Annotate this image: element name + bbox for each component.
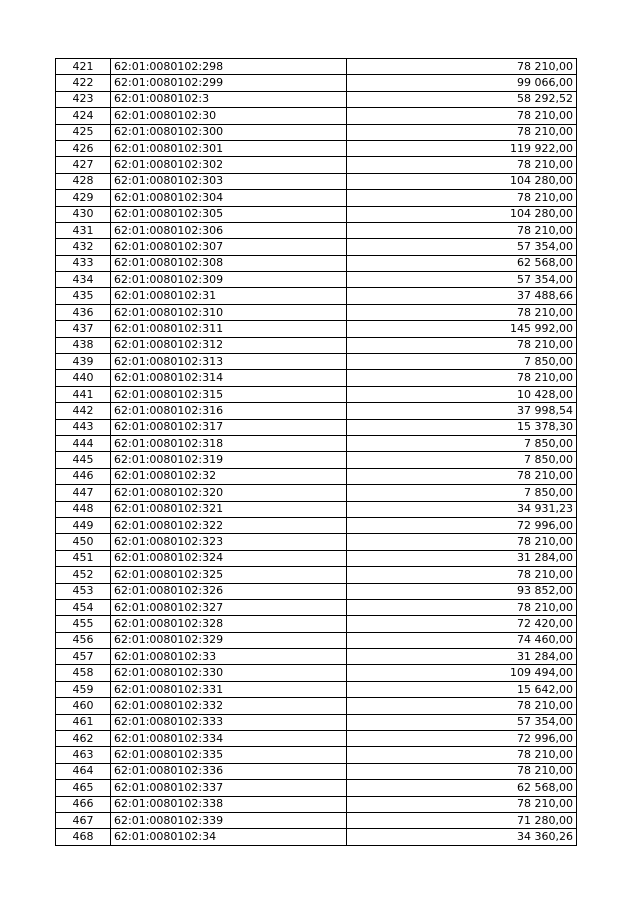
table-row [56,583,577,599]
row-number-cell: 468 [56,829,111,845]
cadastral-number-cell: 62:01:0080102:323 [111,534,347,550]
table-row [56,354,577,370]
cadastral-number-cell: 62:01:0080102:306 [111,222,347,238]
table-row [56,288,577,304]
row-number-cell: 448 [56,501,111,517]
row-number-cell: 459 [56,681,111,697]
value-cell: 10 428,00 [347,386,577,402]
table-row [56,812,577,828]
value-cell: 7 850,00 [347,485,577,501]
table-row [56,681,577,697]
row-number-cell: 450 [56,534,111,550]
table-row [56,173,577,189]
table-row [56,321,577,337]
table-row [56,452,577,468]
table-row [56,108,577,124]
row-number-cell: 462 [56,731,111,747]
row-number-cell: 433 [56,255,111,271]
cadastral-number-cell: 62:01:0080102:308 [111,255,347,271]
table-row [56,698,577,714]
value-cell: 7 850,00 [347,452,577,468]
table-row [56,75,577,91]
value-cell: 57 354,00 [347,239,577,255]
table-row [56,190,577,206]
row-number-cell: 439 [56,354,111,370]
table-row [56,370,577,386]
cadastral-number-cell: 62:01:0080102:301 [111,140,347,156]
row-number-cell: 467 [56,812,111,828]
cadastral-number-cell: 62:01:0080102:324 [111,550,347,566]
value-cell: 62 568,00 [347,780,577,796]
table-row [56,534,577,550]
cadastral-number-cell: 62:01:0080102:319 [111,452,347,468]
table-row [56,780,577,796]
value-cell: 78 210,00 [347,698,577,714]
value-cell: 78 210,00 [347,337,577,353]
cadastral-number-cell: 62:01:0080102:31 [111,288,347,304]
table-row [56,272,577,288]
cadastral-number-cell: 62:01:0080102:335 [111,747,347,763]
value-cell: 93 852,00 [347,583,577,599]
cadastral-value-table [55,58,577,846]
row-number-cell: 427 [56,157,111,173]
table-row [56,632,577,648]
cadastral-number-cell: 62:01:0080102:330 [111,665,347,681]
table-row [56,714,577,730]
row-number-cell: 428 [56,173,111,189]
value-cell: 78 210,00 [347,747,577,763]
value-cell: 78 210,00 [347,599,577,615]
row-number-cell: 422 [56,75,111,91]
cadastral-number-cell: 62:01:0080102:313 [111,354,347,370]
cadastral-number-cell: 62:01:0080102:321 [111,501,347,517]
row-number-cell: 460 [56,698,111,714]
row-number-cell: 444 [56,435,111,451]
value-cell: 71 280,00 [347,812,577,828]
table-row [56,747,577,763]
row-number-cell: 455 [56,616,111,632]
row-number-cell: 449 [56,517,111,533]
cadastral-number-cell: 62:01:0080102:328 [111,616,347,632]
cadastral-number-cell: 62:01:0080102:333 [111,714,347,730]
row-number-cell: 447 [56,485,111,501]
cadastral-number-cell: 62:01:0080102:322 [111,517,347,533]
value-cell: 78 210,00 [347,59,577,75]
table-row [56,501,577,517]
cadastral-number-cell: 62:01:0080102:337 [111,780,347,796]
table-row [56,124,577,140]
row-number-cell: 426 [56,140,111,156]
table-row [56,485,577,501]
value-cell: 62 568,00 [347,255,577,271]
cadastral-number-cell: 62:01:0080102:331 [111,681,347,697]
cadastral-number-cell: 62:01:0080102:332 [111,698,347,714]
row-number-cell: 461 [56,714,111,730]
value-cell: 72 420,00 [347,616,577,632]
value-cell: 72 996,00 [347,517,577,533]
cadastral-number-cell: 62:01:0080102:334 [111,731,347,747]
cadastral-number-cell: 62:01:0080102:327 [111,599,347,615]
table-row [56,599,577,615]
value-cell: 34 931,23 [347,501,577,517]
value-cell: 78 210,00 [347,534,577,550]
row-number-cell: 425 [56,124,111,140]
value-cell: 104 280,00 [347,206,577,222]
row-number-cell: 446 [56,468,111,484]
value-cell: 34 360,26 [347,829,577,845]
table-row [56,829,577,845]
table-row [56,59,577,75]
row-number-cell: 466 [56,796,111,812]
row-number-cell: 421 [56,59,111,75]
table-row [56,435,577,451]
cadastral-number-cell: 62:01:0080102:339 [111,812,347,828]
row-number-cell: 457 [56,649,111,665]
value-cell: 78 210,00 [347,222,577,238]
value-cell: 78 210,00 [347,763,577,779]
cadastral-number-cell: 62:01:0080102:307 [111,239,347,255]
row-number-cell: 451 [56,550,111,566]
table-row [56,222,577,238]
value-cell: 119 922,00 [347,140,577,156]
row-number-cell: 465 [56,780,111,796]
value-cell: 78 210,00 [347,157,577,173]
cadastral-number-cell: 62:01:0080102:329 [111,632,347,648]
cadastral-number-cell: 62:01:0080102:318 [111,435,347,451]
value-cell: 78 210,00 [347,567,577,583]
cadastral-number-cell: 62:01:0080102:299 [111,75,347,91]
table-row [56,796,577,812]
row-number-cell: 424 [56,108,111,124]
table-row [56,649,577,665]
table-row [56,337,577,353]
row-number-cell: 432 [56,239,111,255]
table-row [56,403,577,419]
row-number-cell: 463 [56,747,111,763]
cadastral-number-cell: 62:01:0080102:311 [111,321,347,337]
value-cell: 7 850,00 [347,354,577,370]
cadastral-number-cell: 62:01:0080102:317 [111,419,347,435]
cadastral-number-cell: 62:01:0080102:34 [111,829,347,845]
cadastral-number-cell: 62:01:0080102:320 [111,485,347,501]
value-cell: 15 642,00 [347,681,577,697]
table-row [56,140,577,156]
value-cell: 78 210,00 [347,190,577,206]
table-row [56,517,577,533]
table-row [56,616,577,632]
value-cell: 37 998,54 [347,403,577,419]
cadastral-number-cell: 62:01:0080102:314 [111,370,347,386]
table-row [56,550,577,566]
value-cell: 37 488,66 [347,288,577,304]
row-number-cell: 429 [56,190,111,206]
cadastral-number-cell: 62:01:0080102:33 [111,649,347,665]
cadastral-number-cell: 62:01:0080102:298 [111,59,347,75]
value-cell: 15 378,30 [347,419,577,435]
row-number-cell: 438 [56,337,111,353]
table-row [56,157,577,173]
row-number-cell: 454 [56,599,111,615]
cadastral-number-cell: 62:01:0080102:310 [111,304,347,320]
value-cell: 99 066,00 [347,75,577,91]
value-cell: 145 992,00 [347,321,577,337]
row-number-cell: 458 [56,665,111,681]
row-number-cell: 445 [56,452,111,468]
row-number-cell: 436 [56,304,111,320]
value-cell: 104 280,00 [347,173,577,189]
value-cell: 78 210,00 [347,304,577,320]
cadastral-number-cell: 62:01:0080102:312 [111,337,347,353]
table-row [56,731,577,747]
row-number-cell: 437 [56,321,111,337]
value-cell: 78 210,00 [347,124,577,140]
value-cell: 7 850,00 [347,435,577,451]
cadastral-number-cell: 62:01:0080102:32 [111,468,347,484]
row-number-cell: 452 [56,567,111,583]
row-number-cell: 440 [56,370,111,386]
row-number-cell: 443 [56,419,111,435]
table-row [56,567,577,583]
row-number-cell: 456 [56,632,111,648]
cadastral-number-cell: 62:01:0080102:315 [111,386,347,402]
cadastral-number-cell: 62:01:0080102:325 [111,567,347,583]
value-cell: 57 354,00 [347,272,577,288]
table-body [56,59,577,846]
value-cell: 31 284,00 [347,649,577,665]
value-cell: 72 996,00 [347,731,577,747]
cadastral-number-cell: 62:01:0080102:3 [111,91,347,107]
row-number-cell: 442 [56,403,111,419]
cadastral-number-cell: 62:01:0080102:304 [111,190,347,206]
row-number-cell: 441 [56,386,111,402]
table-row [56,239,577,255]
row-number-cell: 464 [56,763,111,779]
value-cell: 78 210,00 [347,796,577,812]
value-cell: 78 210,00 [347,468,577,484]
table-row [56,665,577,681]
cadastral-number-cell: 62:01:0080102:305 [111,206,347,222]
row-number-cell: 431 [56,222,111,238]
cadastral-number-cell: 62:01:0080102:30 [111,108,347,124]
value-cell: 31 284,00 [347,550,577,566]
table-row [56,419,577,435]
table-row [56,386,577,402]
value-cell: 74 460,00 [347,632,577,648]
cadastral-number-cell: 62:01:0080102:326 [111,583,347,599]
table-row [56,91,577,107]
table-row [56,468,577,484]
row-number-cell: 434 [56,272,111,288]
value-cell: 58 292,52 [347,91,577,107]
value-cell: 78 210,00 [347,108,577,124]
cadastral-number-cell: 62:01:0080102:303 [111,173,347,189]
cadastral-number-cell: 62:01:0080102:300 [111,124,347,140]
cadastral-number-cell: 62:01:0080102:309 [111,272,347,288]
table-row [56,763,577,779]
cadastral-number-cell: 62:01:0080102:302 [111,157,347,173]
cadastral-number-cell: 62:01:0080102:336 [111,763,347,779]
value-cell: 57 354,00 [347,714,577,730]
row-number-cell: 423 [56,91,111,107]
cadastral-number-cell: 62:01:0080102:338 [111,796,347,812]
row-number-cell: 430 [56,206,111,222]
table-row [56,206,577,222]
row-number-cell: 453 [56,583,111,599]
row-number-cell: 435 [56,288,111,304]
table-row [56,304,577,320]
value-cell: 78 210,00 [347,370,577,386]
cadastral-number-cell: 62:01:0080102:316 [111,403,347,419]
table-row [56,255,577,271]
value-cell: 109 494,00 [347,665,577,681]
